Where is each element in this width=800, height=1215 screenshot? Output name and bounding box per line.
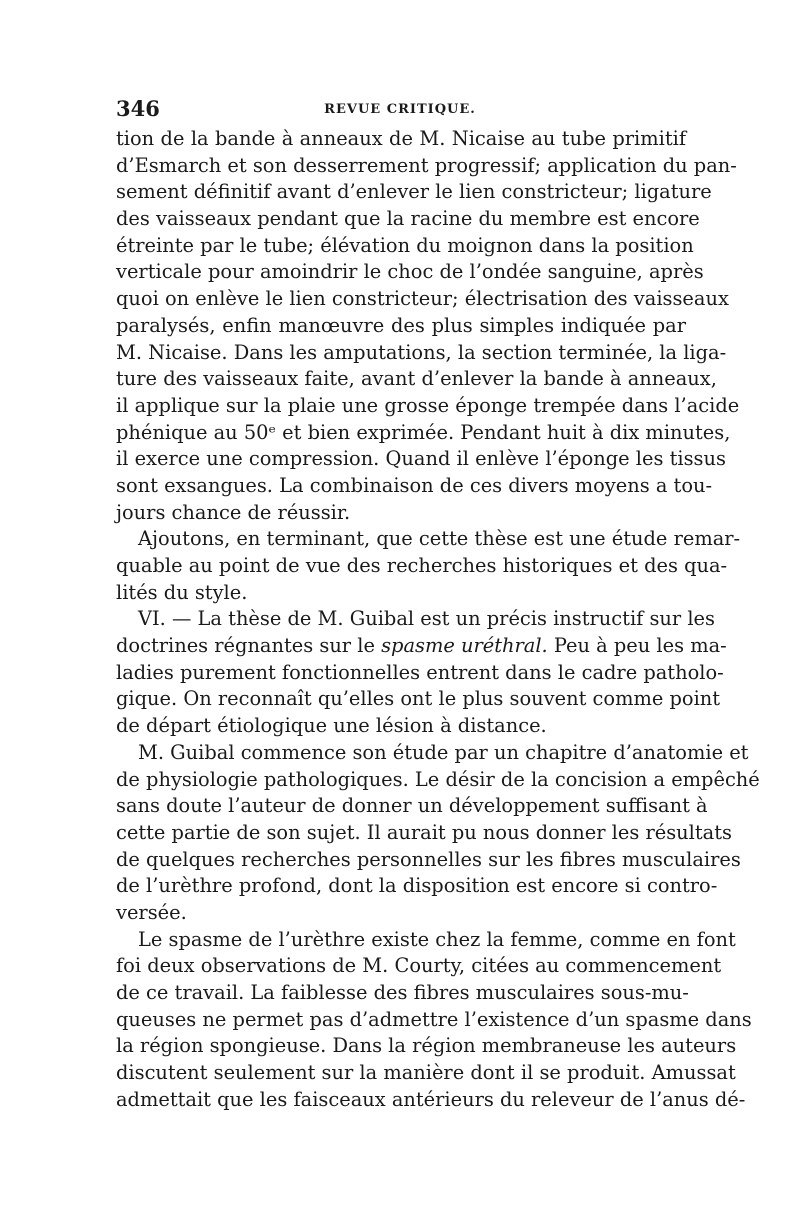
text-line: cette partie de son sujet. Il aurait pu nous donner les résultats bbox=[116, 820, 732, 844]
text-line: Ajoutons, en terminant, que cette thèse est une étude remar- bbox=[138, 527, 741, 551]
text-line: paralysés, enfin manœuvre des plus simples indiquée par bbox=[116, 313, 686, 337]
text-line: lités du style. bbox=[116, 580, 248, 604]
text-line: Le spasme de l’urèthre existe chez la femme, comme en font bbox=[138, 927, 736, 951]
running-head: REVUE CRITIQUE. bbox=[324, 102, 476, 117]
text-line: de ce travail. La faiblesse des fibres musculaires sous-mu- bbox=[116, 981, 689, 1004]
text-line: jours chance de réussir. bbox=[116, 500, 351, 524]
text-line: ture des vaisseaux faite, avant d’enlever la bande à anneaux, bbox=[116, 367, 717, 391]
page-number: 346 bbox=[116, 96, 160, 121]
text-line: il exerce une compression. Quand il enlève l’éponge les tissus bbox=[116, 447, 726, 471]
text-line: tion de la bande à anneaux de M. Nicaise au tube primitif bbox=[116, 127, 686, 150]
text-line: de physiologie pathologiques. Le désir de la concision a empêché bbox=[116, 767, 760, 791]
text-line: phénique au 50ᵉ et bien exprimée. Pendant huit à dix minutes, bbox=[116, 420, 731, 444]
text-line: de départ étiologique une lésion à distance. bbox=[116, 714, 547, 738]
text-line: admettait que les faisceaux antérieurs du releveur de l’anus dé- bbox=[116, 1087, 746, 1111]
text-line: de quelques recherches personnelles sur les fibres musculaires bbox=[116, 847, 741, 871]
text-line: de l’urèthre profond, dont la disposition est encore si contro- bbox=[116, 874, 718, 898]
page-header bbox=[116, 96, 684, 126]
text-line: gique. On reconnaît qu’elles ont le plus souvent comme point bbox=[116, 687, 721, 711]
text-line: ladies purement fonctionnelles entrent dans le cadre patholo- bbox=[116, 660, 724, 684]
text-line: la région spongieuse. Dans la région membraneuse les auteurs bbox=[116, 1034, 737, 1058]
text-line: des vaisseaux pendant que la racine du membre est encore bbox=[116, 207, 700, 231]
text-line: il applique sur la plaie une grosse éponge trempée dans l’acide bbox=[116, 393, 740, 417]
text-line-mixed bbox=[116, 633, 727, 660]
italic-term: spasme uréthral. bbox=[381, 634, 548, 658]
text-line: foi deux observations de M. Courty, citées au commencement bbox=[116, 954, 722, 978]
text-line: sont exsangues. La combinaison de ces divers moyens a tou- bbox=[116, 473, 713, 497]
text-line: discutent seulement sur la manière dont il se produit. Amussat bbox=[116, 1061, 736, 1085]
text-line: étreinte par le tube; élévation du moignon dans la position bbox=[116, 233, 694, 257]
text-line: quoi on enlève le lien constricteur; électrisation des vaisseaux bbox=[116, 287, 729, 311]
text-line: M. Guibal commence son étude par un chapitre d’anatomie et bbox=[138, 740, 749, 764]
text-line: verticale pour amoindrir le choc de l’ondée sanguine, après bbox=[116, 260, 704, 284]
text-line: versée. bbox=[116, 900, 187, 924]
text-span: doctrines régnantes sur le bbox=[116, 634, 382, 658]
text-line: sement définitif avant d’enlever le lien constricteur; ligature bbox=[116, 180, 712, 204]
text-line: sans doute l’auteur de donner un développement suffisant à bbox=[116, 794, 708, 818]
text-line: VI. — La thèse de M. Guibal est un précis instructif sur les bbox=[138, 607, 715, 631]
text-line: queuses ne permet pas d’admettre l’existence d’un spasme dans bbox=[116, 1007, 752, 1031]
text-line: M. Nicaise. Dans les amputations, la section terminée, la liga- bbox=[116, 340, 727, 364]
text-line: quable au point de vue des recherches historiques et des qua- bbox=[116, 554, 728, 577]
body-text bbox=[116, 126, 760, 1113]
text-span: Peu à peu les ma- bbox=[547, 634, 727, 658]
text-line: d’Esmarch et son desserrement progressif; application du pan- bbox=[116, 153, 737, 177]
